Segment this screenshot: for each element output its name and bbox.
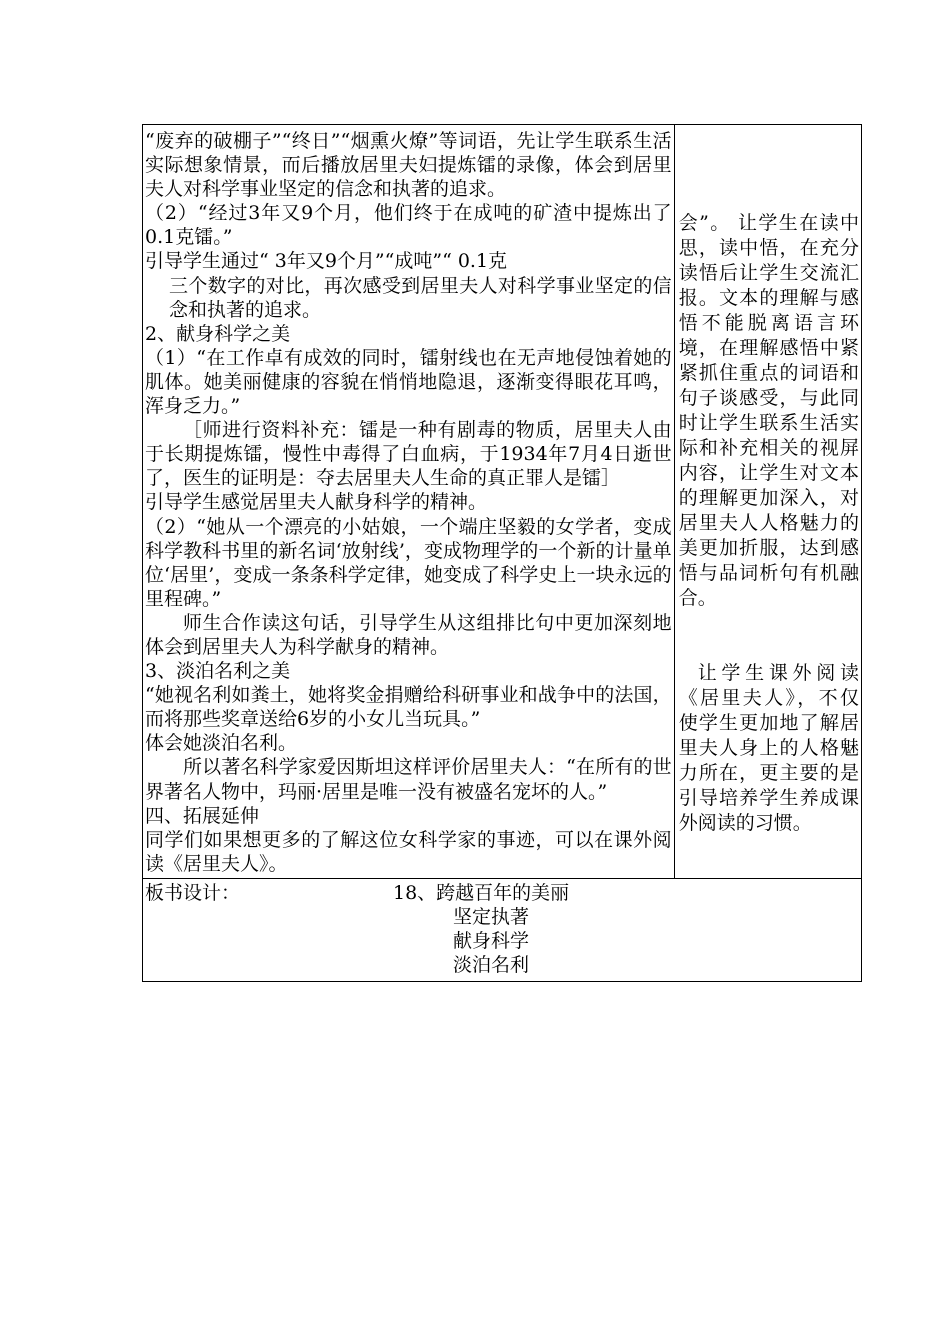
paragraph: “废弃的破棚子”“终日”“烟熏火燎”等词语，先让学生联系生活实际想象情景，而后播放居里夫妇提炼镭的录像，体会到居里夫人对科学事业坚定的信念和执著的追求。 xyxy=(145,130,672,201)
paragraph: “她视名利如粪土，她将奖金捐赠给科研事业和战争中的法国，而将那些奖章送给6岁的小女儿当玩具。” xyxy=(145,684,672,731)
paragraph: 引导学生感觉居里夫人献身科学的精神。 xyxy=(145,491,488,514)
section-heading: 四、拓展延伸 xyxy=(145,804,260,827)
paragraph: ［师进行资料补充：镭是一种有剧毒的物质，居里夫人由于长期提炼镭，慢性中毒得了白血病，于1934年7月4日逝世了，医生的证明是：夺去居里夫人生命的真正罪人是镭］ xyxy=(145,419,672,490)
paragraph: 所以著名科学家爱因斯坦这样评价居里夫人：“在所有的世界著名人物中，玛丽·居里是唯一没有被盛名宠坏的人。” xyxy=(145,756,672,803)
content-row xyxy=(143,125,862,879)
board-line: 淡泊名利 xyxy=(453,953,530,976)
section-heading: 3、淡泊名利之美 xyxy=(145,660,291,683)
design-intent-cell xyxy=(674,125,861,879)
board-design-row xyxy=(143,878,862,981)
board-design-cell xyxy=(143,878,862,981)
side-note: 会”。 让学生在读中思，读中悟，在充分读悟后让学生交流汇报。文本的理解与感悟不能脱离语言环境，在理解感悟中紧紧抓住重点的词语和句子谈感受，与此同时让学生联系生活实际和补充相关的视屏内容，让学生对文本的理解更加深入，对居里夫人人格魅力的美更加折服，达到感悟与品词析句有机融合。 xyxy=(678,212,859,609)
paragraph: 师生合作读这句话，引导学生从这组排比句中更加深刻地体会到居里夫人为科学献身的精神。 xyxy=(145,611,672,658)
paragraph: 三个数字的对比，再次感受到居里夫人对科学事业坚定的信念和执著的追求。 xyxy=(169,274,672,321)
paragraph: 引导学生通过“ 3年又9个月”“成吨”“ 0.1克 xyxy=(145,250,508,273)
section-heading: 2、献身科学之美 xyxy=(145,322,291,345)
board-line: 坚定执著 xyxy=(453,905,530,928)
paragraph: （2）“经过3年又9个月，他们终于在成吨的矿渣中提炼出了0.1克镭。” xyxy=(145,202,672,249)
teaching-process-cell xyxy=(143,125,675,879)
paragraph: （2）“她从一个漂亮的小姑娘，一个端庄坚毅的女学者，变成科学教科书里的新名词‘放射线’，变成物理学的一个新的计量单位‘居里’，变成一条条科学定律，她变成了科学史上一块永远的里程碑。” xyxy=(145,515,672,610)
paragraph: 体会她淡泊名利。 xyxy=(145,732,298,755)
board-design-label: 板书设计： xyxy=(145,881,241,904)
paragraph: 同学们如果想更多的了解这位女科学家的事迹，可以在课外阅读《居里夫人》。 xyxy=(145,828,672,875)
lesson-plan-table xyxy=(142,124,862,982)
side-note: 让学生课外阅读《居里夫人》，不仅使学生更加地了解居里夫人身上的人格魅力所在，更主要的是引导培养学生养成课外阅读的习惯。 xyxy=(678,662,859,834)
board-design-content xyxy=(393,881,569,977)
board-title: 18、跨越百年的美丽 xyxy=(393,881,570,904)
board-line: 献身科学 xyxy=(453,929,530,952)
paragraph: （1）“在工作卓有成效的同时，镭射线也在无声地侵蚀着她的肌体。她美丽健康的容貌在悄悄地隐退，逐渐变得眼花耳鸣，浑身乏力。” xyxy=(145,346,672,418)
